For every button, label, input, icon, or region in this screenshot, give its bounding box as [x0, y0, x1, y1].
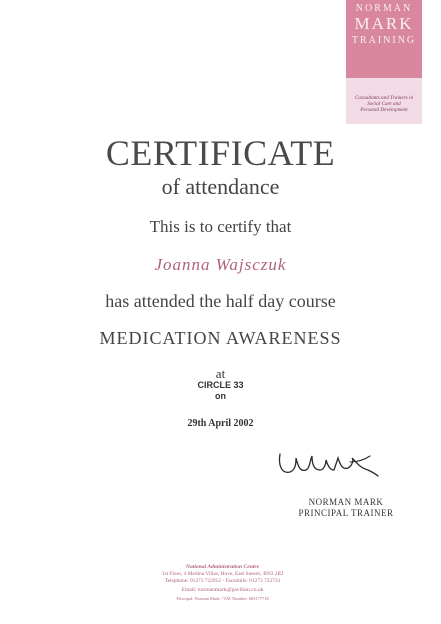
certificate-title: CERTIFICATE	[105, 133, 336, 173]
signatory-title: PRINCIPAL TRAINER	[298, 508, 394, 518]
at-label: at	[215, 366, 226, 381]
venue-name: CIRCLE 33	[197, 380, 244, 390]
logo-tagline-3: Personal Development	[360, 107, 408, 113]
norman-mark-training-logo	[346, 0, 422, 124]
footer-email: Email: normanmark@pavilion.co.uk	[181, 587, 264, 593]
footer-phone: Telephone: 01273 722912 - Facsimile: 01273 722733	[164, 578, 281, 584]
course-date: 29th April 2002	[187, 418, 254, 429]
certificate-subtitle: of attendance	[161, 174, 280, 199]
course-name: MEDICATION AWARENESS	[99, 328, 342, 348]
footer-heading: National Administration Centre	[185, 564, 260, 570]
logo-line-1: NORMAN	[355, 3, 413, 14]
footer-small-print: Principal: Norman Mark - VAT Number: 683177718	[176, 596, 269, 601]
signatory-name: NORMAN MARK	[308, 497, 384, 507]
logo-band	[346, 0, 422, 78]
logo-tagline	[348, 95, 420, 113]
attended-statement: has attended the half day course	[105, 291, 336, 311]
on-label: on	[215, 391, 226, 401]
logo-tagline-1: Consultants and Trainers in	[354, 95, 414, 101]
certify-statement: This is to certify that	[149, 217, 292, 236]
signature-image	[274, 448, 380, 482]
logo-tagline-2: Social Care and	[367, 101, 401, 107]
logo-line-3: TRAINING	[351, 35, 417, 46]
footer-address: 1st Floor, 4 Medina Villas, Hove, East Sussex, BN3 2RJ	[161, 571, 284, 577]
logo-line-2: MARK	[354, 14, 414, 33]
recipient-name: Joanna Wajsczuk	[154, 255, 287, 274]
